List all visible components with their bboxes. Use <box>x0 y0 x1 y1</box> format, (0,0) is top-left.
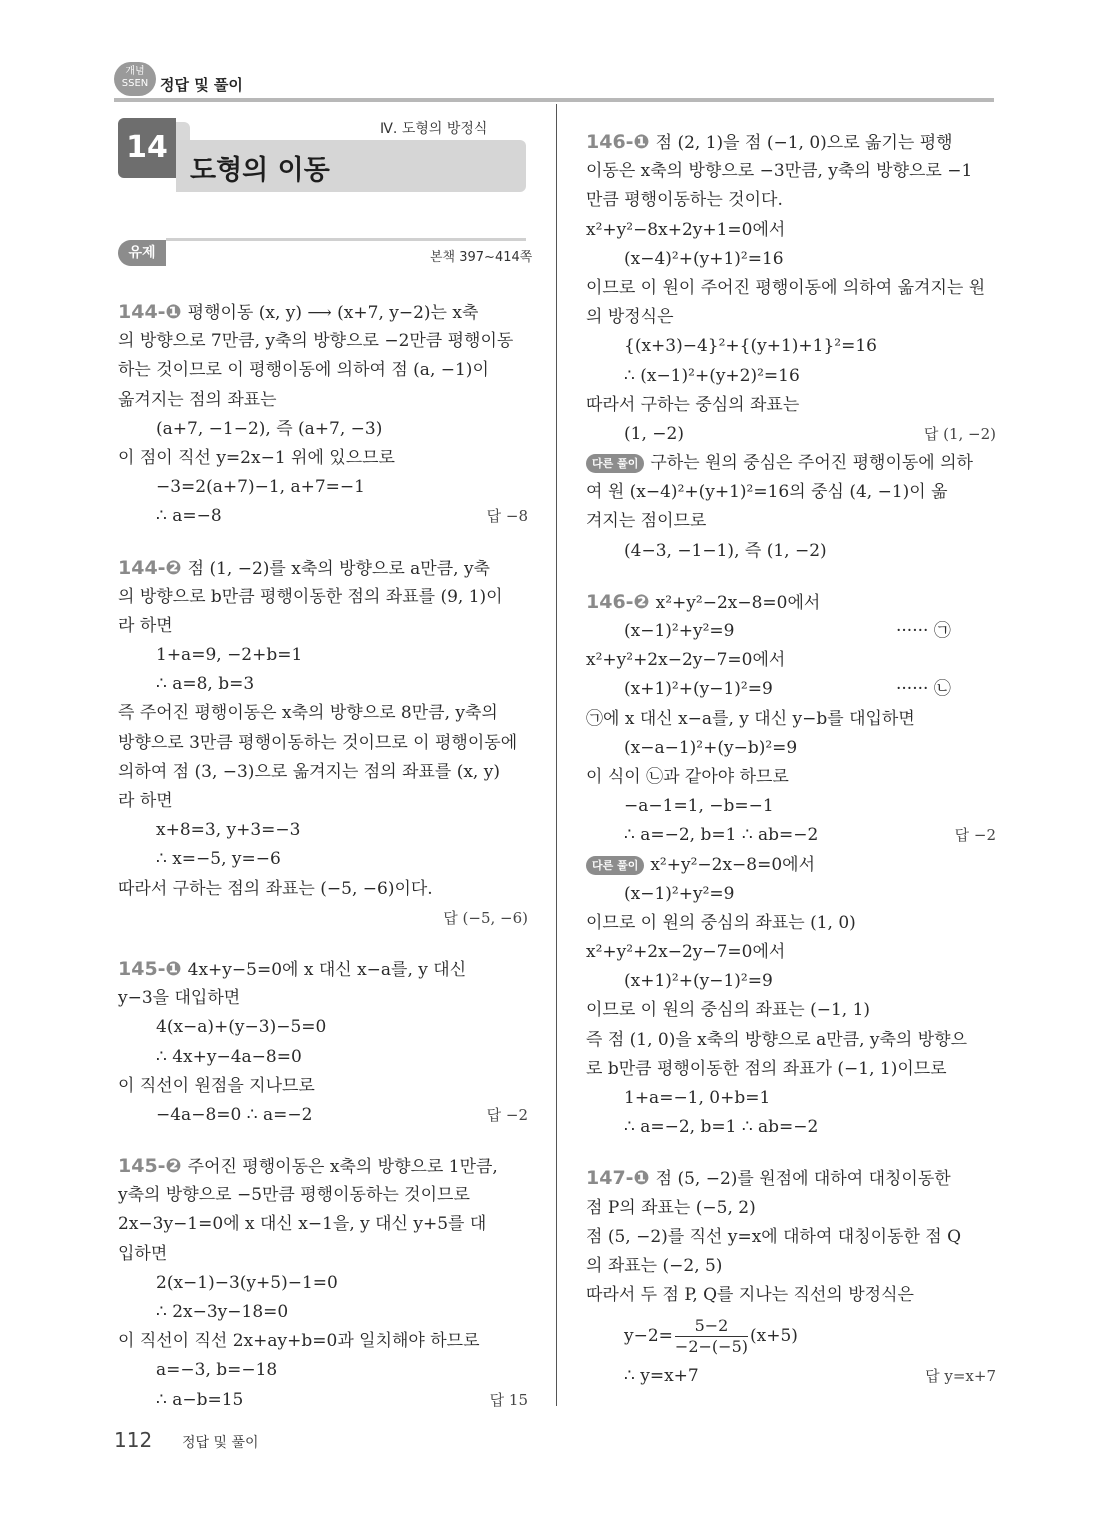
line-text: x²+y²+2x−2y−7=0에서 <box>586 942 786 963</box>
solution-line <box>586 1194 996 1223</box>
solution-line <box>586 967 996 996</box>
solution-line <box>118 1240 528 1269</box>
line-text: 4x+y−5=0에 x 대신 x−a를, y 대신 <box>187 959 467 980</box>
line-text: 만큼 평행이동하는 것이다. <box>586 190 783 211</box>
solution-line <box>118 1327 528 1356</box>
answer-label: 답 (1, −2) <box>923 424 996 443</box>
header-title: 정답 및 풀이 <box>160 76 243 94</box>
line-text: 이므로 이 원의 중심의 좌표는 (−1, 1) <box>586 1000 871 1021</box>
line-text: 의 방향으로 7만큼, y축의 방향으로 −2만큼 평행이동 <box>118 331 514 352</box>
line-text: ∴ a=−8 <box>156 506 222 527</box>
column-divider <box>556 104 557 1406</box>
line-text: 의 방향으로 b만큼 평행이동한 점의 좌표를 (9, 1)이 <box>118 586 503 607</box>
line-text: ∴ x=−5, y=−6 <box>156 849 281 870</box>
solution-line <box>586 1362 996 1391</box>
solution-line <box>118 1386 528 1415</box>
line-text: 따라서 구하는 점의 좌표는 (−5, −6)이다. <box>118 878 433 899</box>
line-text: 라 하면 <box>118 615 173 636</box>
line-text: x²+y²−2x−8=0에서 <box>650 854 816 875</box>
line-text: 이므로 이 원의 중심의 좌표는 (1, 0) <box>586 912 856 933</box>
problem-start-line <box>118 1152 528 1181</box>
solution-line <box>118 758 528 787</box>
line-text: 이 직선이 직선 2x+ay+b=0과 일치해야 하므로 <box>118 1331 480 1352</box>
line-text: 4(x−a)+(y−3)−5=0 <box>156 1017 327 1038</box>
solution-line <box>586 216 996 245</box>
solution-line <box>586 332 996 361</box>
solution-line <box>118 845 528 874</box>
chapter-part: Ⅳ. 도형의 방정식 <box>380 121 488 137</box>
chapter-tab <box>176 122 190 142</box>
problem-start-line <box>118 955 528 984</box>
solution-line <box>118 1298 528 1327</box>
line-text: (x+1)²+(y−1)²=9 <box>624 679 773 700</box>
left-column <box>118 298 528 1415</box>
problem-start-line <box>118 554 528 583</box>
line-text: 겨지는 점이므로 <box>586 511 707 532</box>
problem-start-line <box>586 588 996 617</box>
line-text: 이 직선이 원점을 지나므로 <box>118 1075 315 1096</box>
solution-line <box>118 699 528 728</box>
line-text: ∴ a=−2, b=1 ∴ ab=−2 <box>624 1117 819 1138</box>
line-text: x²+y²+2x−2y−7=0에서 <box>586 650 786 671</box>
solution-line <box>118 473 528 502</box>
line-text: −a−1=1, −b=−1 <box>624 796 774 817</box>
solution-line <box>586 274 996 303</box>
solution-line <box>586 449 996 478</box>
alt-solution-badge: 다른 풀이 <box>586 856 644 875</box>
line-text: 점 (5, −2)를 직선 y=x에 대하여 대칭이동한 점 Q <box>586 1226 962 1247</box>
line-text: (4−3, −1−1), 즉 (1, −2) <box>624 540 827 561</box>
line-text: 이므로 이 원이 주어진 평행이동에 의하여 옮겨지는 원 <box>586 277 986 298</box>
solution-line <box>586 792 996 821</box>
problem-start-line <box>118 298 528 327</box>
solution-line <box>118 444 528 473</box>
line-text: 1+a=−1, 0+b=1 <box>624 1088 771 1108</box>
equation-left: y−2= <box>624 1326 673 1347</box>
line-text: (x−1)²+y²=9 <box>624 883 735 904</box>
solution-line <box>118 729 528 758</box>
problem-number: 146-❷ <box>586 590 650 613</box>
line-text: 이 점이 직선 y=2x−1 위에 있으므로 <box>118 447 395 468</box>
solution-line <box>118 327 528 356</box>
answer-label: 답 (−5, −6) <box>443 908 528 927</box>
solution-line <box>118 641 528 670</box>
fraction-numerator: 5−2 <box>675 1316 748 1337</box>
solution-line <box>586 617 996 646</box>
solution-line <box>586 996 996 1025</box>
solution-line <box>118 1101 528 1130</box>
line-text: 점 P의 좌표는 (−5, 2) <box>586 1197 756 1218</box>
solution-line <box>586 675 996 704</box>
line-text: (a+7, −1−2), 즉 (a+7, −3) <box>156 418 383 439</box>
solution-line <box>586 245 996 274</box>
problem-number: 144-❷ <box>118 556 182 579</box>
line-text: y축의 방향으로 −5만큼 평행이동하는 것이므로 <box>118 1185 470 1206</box>
line-text: (x−a−1)²+(y−b)²=9 <box>624 737 798 758</box>
line-text: 따라서 구하는 중심의 좌표는 <box>586 394 800 415</box>
line-text: 2(x−1)−3(y+5)−1=0 <box>156 1272 338 1293</box>
line-text: 로 b만큼 평행이동한 점의 좌표가 (−1, 1)이므로 <box>586 1058 947 1079</box>
solution-line <box>586 1223 996 1252</box>
line-text: ∴ 2x−3y−18=0 <box>156 1302 289 1322</box>
line-text: ∴ a−b=15 <box>156 1389 244 1410</box>
section-reference: 본책 397~414쪽 <box>430 250 533 265</box>
answer-label: 답 y=x+7 <box>925 1367 996 1386</box>
line-text: 이 식이 ㉡과 같아야 하므로 <box>586 766 789 787</box>
solution-line <box>586 1113 996 1142</box>
line-text: 의하여 점 (3, −3)으로 옮겨지는 점의 좌표를 (x, y) <box>118 761 500 782</box>
solution-line <box>118 1072 528 1101</box>
chapter-title: 도형의 이동 <box>190 155 330 186</box>
solution-line <box>118 816 528 845</box>
line-text: 점 (5, −2)를 원점에 대하여 대칭이동한 <box>655 1169 951 1190</box>
line-text: 옮겨지는 점의 좌표는 <box>118 389 277 410</box>
solution-line <box>118 612 528 641</box>
header-rule <box>114 98 994 102</box>
solution-line <box>118 583 528 612</box>
line-text: x²+y²−8x+2y+1=0에서 <box>586 219 786 240</box>
line-text: 라 하면 <box>118 791 173 811</box>
line-text: 1+a=9, −2+b=1 <box>156 645 303 666</box>
solution-line <box>586 821 996 850</box>
line-text: y−3을 대입하면 <box>118 988 241 1009</box>
problem-start-line <box>586 1164 996 1193</box>
solution-line <box>586 362 996 391</box>
line-text: ∴ 4x+y−4a−8=0 <box>156 1046 302 1067</box>
answer-label: 답 −8 <box>486 507 528 526</box>
line-text: −3=2(a+7)−1, a+7=−1 <box>156 477 365 498</box>
solution-line <box>586 391 996 420</box>
solution-line <box>586 478 996 507</box>
solution-line <box>586 1026 996 1055</box>
line-text: ∴ a=8, b=3 <box>156 674 255 695</box>
solution-line <box>118 670 528 699</box>
answer-label: 답 −2 <box>486 1105 528 1124</box>
problem-number: 145-❶ <box>118 957 182 980</box>
solution-line <box>118 984 528 1013</box>
solution-line <box>118 904 528 933</box>
solution-line <box>586 734 996 763</box>
solution-line <box>586 763 996 792</box>
line-text: {(x+3)−4}²+{(y+1)+1}²=16 <box>624 336 877 357</box>
line-text: 2x−3y−1=0에 x 대신 x−1을, y 대신 y+5를 대 <box>118 1214 487 1235</box>
line-text: 즉 주어진 평행이동은 x축의 방향으로 8만큼, y축의 <box>118 703 498 724</box>
solution-line <box>118 1013 528 1042</box>
line-text: (x+1)²+(y−1)²=9 <box>624 971 773 992</box>
line-text: 하는 것이므로 이 평행이동에 의하여 점 (a, −1)이 <box>118 360 489 381</box>
solution-line <box>586 537 996 566</box>
solution-line <box>586 1252 996 1281</box>
problem-number: 145-❷ <box>118 1155 182 1178</box>
line-text: 입하면 <box>118 1243 168 1264</box>
problem-number: 147-❶ <box>586 1167 650 1190</box>
solution-line <box>118 1181 528 1210</box>
line-text: 구하는 원의 중심은 주어진 평행이동에 의하 <box>650 453 973 474</box>
line-text: 방향으로 3만큼 평행이동하는 것이므로 이 평행이동에 <box>118 732 518 753</box>
line-text: ∴ a=−2, b=1 ∴ ab=−2 <box>624 825 819 846</box>
line-text: −4a−8=0 ∴ a=−2 <box>156 1104 313 1125</box>
problem-number: 144-❶ <box>118 301 182 323</box>
solution-line <box>586 303 996 332</box>
solution-line <box>586 1055 996 1084</box>
line-text: (1, −2) <box>624 423 684 444</box>
solution-line <box>586 507 996 536</box>
solution-line <box>586 938 996 967</box>
solution-line <box>586 646 996 675</box>
solution-line <box>118 1269 528 1298</box>
solution-line <box>118 1356 528 1385</box>
solution-line <box>586 1084 996 1113</box>
line-text: 의 좌표는 (−2, 5) <box>586 1255 723 1276</box>
section-rule <box>166 238 526 241</box>
line-text: a=−3, b=−18 <box>156 1360 278 1381</box>
section-label: 유제 <box>118 240 166 266</box>
solution-line <box>586 880 996 909</box>
solution-line <box>586 157 996 186</box>
solution-line <box>118 787 528 816</box>
line-text: x+8=3, y+3=−3 <box>156 820 301 841</box>
line-text: 평행이동 (x, y) ⟶ (x+7, y−2)는 x축 <box>187 303 479 323</box>
fraction-denominator: −2−(−5) <box>674 1337 748 1357</box>
solution-line <box>118 356 528 385</box>
line-text: ∴ y=x+7 <box>624 1366 699 1387</box>
solution-line <box>586 909 996 938</box>
page-number: 112 <box>114 1428 153 1452</box>
solution-line <box>586 186 996 215</box>
line-text: 점 (1, −2)를 x축의 방향으로 a만큼, y축 <box>187 558 490 579</box>
problem-number: 146-❶ <box>586 131 650 153</box>
answer-label: 답 15 <box>489 1390 528 1409</box>
alt-solution-badge: 다른 풀이 <box>586 454 644 473</box>
line-text: 의 방정식은 <box>586 307 674 328</box>
footer-text: 정답 및 풀이 <box>182 1435 259 1451</box>
line-text: 이동은 x축의 방향으로 −3만큼, y축의 방향으로 −1 <box>586 161 973 182</box>
answer-label: 답 −2 <box>954 826 996 845</box>
solution-line <box>586 420 996 449</box>
equation-right: (x+5) <box>749 1326 798 1347</box>
line-text: 여 원 (x−4)²+(y+1)²=16의 중심 (4, −1)이 옮 <box>586 482 948 503</box>
solution-line <box>118 1210 528 1239</box>
solution-line <box>586 1281 996 1310</box>
solution-line <box>586 851 996 880</box>
solution-line <box>118 875 528 904</box>
line-text: 즉 점 (1, 0)을 x축의 방향으로 a만큼, y축의 방향으 <box>586 1029 968 1050</box>
solution-line <box>586 705 996 734</box>
right-column <box>586 128 996 1392</box>
brand-logo: 개념 SSEN <box>114 62 156 96</box>
solution-line <box>586 1310 996 1362</box>
solution-line <box>118 386 528 415</box>
line-text: 점 (2, 1)을 점 (−1, 0)으로 옮기는 평행 <box>655 133 953 153</box>
problem-start-line <box>586 128 996 157</box>
solution-line <box>118 502 528 531</box>
line-text: (x−1)²+y²=9 <box>624 621 735 641</box>
line-text: ㉠에 x 대신 x−a를, y 대신 y−b를 대입하면 <box>586 708 915 729</box>
line-text: x²+y²−2x−8=0에서 <box>655 592 821 613</box>
equation-marker: ······ ㉡ <box>896 679 951 700</box>
chapter-number: 14 <box>118 118 176 178</box>
equation-marker: ······ ㉠ <box>896 621 951 641</box>
line-text: 주어진 평행이동은 x축의 방향으로 1만큼, <box>187 1157 498 1178</box>
line-text: (x−4)²+(y+1)²=16 <box>624 248 784 269</box>
line-text: ∴ (x−1)²+(y+2)²=16 <box>624 365 800 386</box>
line-text: 따라서 두 점 P, Q를 지나는 직선의 방정식은 <box>586 1285 914 1306</box>
solution-line <box>118 415 528 444</box>
solution-line <box>118 1043 528 1072</box>
fraction <box>675 1316 748 1357</box>
